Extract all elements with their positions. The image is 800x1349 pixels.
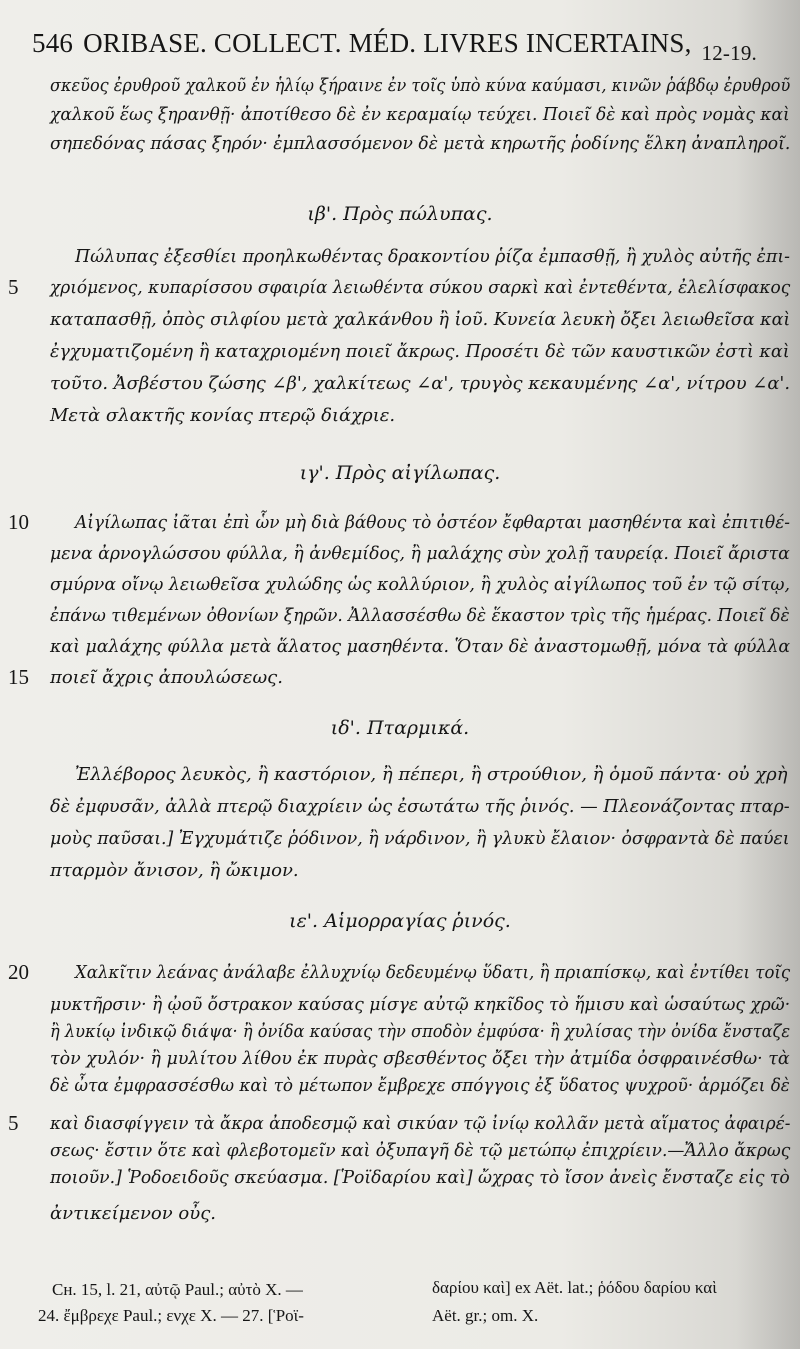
text-line: μοὺς παῦσαι.] Ἐγχυμάτιζε ῥόδινον, ἢ νάρδινον, ἢ γλυκὺ ἔλαιον· ὀσφραντὰ δὲ παύει xyxy=(50,828,790,849)
text-line: τοῦτο. Ἀσβέστου ζώσης ∠β', χαλκίτεως ∠α', τρυγὸς κεκαυμένης ∠α', νίτρου ∠α'. xyxy=(50,373,791,394)
text-line: σκεῦος ἐρυθροῦ χαλκοῦ ἐν ἡλίῳ ξήραινε ἐν τοῖς ὑπὸ κύνα καύμασι, κινῶν ῥάβδῳ ἐρυθροῦ xyxy=(50,75,791,96)
text-line: Χαλκῖτιν λεάνας ἀνάλαβε ἐλλυχνίῳ δεδευμένῳ ὕδατι, ἢ πριαπίσκῳ, καὶ ἐντίθει τοῖς xyxy=(75,962,791,983)
text-line: πταρμὸν ἄνισον, ἢ ὤκιμον. xyxy=(50,860,299,881)
text-line: Πώλυπας ἐξεσθίει προηλκωθέντας δρακοντίου ῥίζα ἐμπασθῇ, ἢ χυλὸς αὐτῆς ἐπι- xyxy=(75,246,790,267)
line-number: 20 xyxy=(8,960,29,984)
text-line: σεως· ἔστιν ὅτε καὶ φλεβοτομεῖν καὶ ὀξυπαγῆ δὲ τῷ μετώπῳ ἐπιχρίειν.—Ἄλλο ἄκρως xyxy=(50,1140,791,1161)
text-line: χριόμενος, κυπαρίσσου σφαιρία λειωθέντα σύκου σαρκὶ καὶ ἐντεθέντα, ἐλελίσφακος xyxy=(50,277,791,298)
text-line: ποιεῖ ἄχρις ἀπουλώσεως. xyxy=(50,667,283,688)
text-line: δὲ ὦτα ἐμφρασσέσθω καὶ τὸ μέτωπον ἔμβρεχε σπόγγοις ἐξ ὕδατος ψυχροῦ· ἁρμόζει δὲ xyxy=(50,1075,790,1096)
text-line: τὸν χυλόν· ἢ μυλίτου λίθου ἐκ πυρὰς σβεσθέντος ὄξει τὴν ἀτμίδα ὀσφραινέσθω· τὰ xyxy=(50,1048,790,1069)
text-line: Μετὰ σλακτῆς κονίας πτερῷ διάχριε. xyxy=(50,405,396,426)
text-line: ἀντικείμενον οὖς. xyxy=(50,1203,217,1224)
text-line: Ἐλλέβορος λευκὸς, ἢ καστόριον, ἢ πέπερι, ἢ στρούθιον, ἢ ὁμοῦ πάντα· οὐ χρὴ xyxy=(75,764,788,785)
line-number: 10 xyxy=(8,510,29,534)
footnote-line: Aët. gr.; om. X. xyxy=(432,1306,539,1325)
text-line: μενα ἀρνογλώσσου φύλλα, ἢ ἀνθεμίδος, ἢ μαλάχης σὺν χολῇ ταυρείᾳ. Ποιεῖ ἄριστα xyxy=(50,543,790,564)
line-number: 5 xyxy=(8,1111,19,1135)
text-line: σηπεδόνας πάσας ξηρόν· ἐμπλασσόμενον δὲ μετὰ κηρωτῆς ῥοδίνης ἕλκη ἀναπληροῖ. xyxy=(50,133,791,154)
chapter-range: 12-19. xyxy=(701,41,757,65)
text-line: δὲ ἐμφυσᾶν, ἀλλὰ πτερῷ διαχρίειν ὡς ἐσωτάτω τῆς ῥινός. — Πλεονάζοντας πταρ- xyxy=(50,796,790,817)
page-number: 546 xyxy=(32,28,74,58)
text-line: χαλκοῦ ἕως ξηρανθῇ· ἀποτίθεσο δὲ ἐν κεραμαίῳ τεύχει. Ποιεῖ δὲ καὶ πρὸς νομὰς καὶ xyxy=(50,104,790,125)
running-title: ORIBASE. COLLECT. MÉD. LIVRES INCERTAINS, xyxy=(83,28,692,58)
section-heading: ιγ'. Πρὸς αἰγίλωπας. xyxy=(299,462,501,484)
line-number: 5 xyxy=(8,275,19,299)
text-line: Αἰγίλωπας ἰᾶται ἐπὶ ὧν μὴ διὰ βάθους τὸ ὀστέον ἔφθαρται μασηθέντα καὶ ἐπιτιθέ- xyxy=(75,512,791,533)
running-header xyxy=(32,28,782,65)
text-line: ποιοῦν.] Ῥοδοειδοῦς σκεύασμα. [Ῥοϊδαρίου καὶ] ὤχρας τὸ ἴσον ἀνεὶς ἔνσταζε εἰς τὸ xyxy=(50,1167,790,1188)
text-line: ἐπάνω τιθεμένων ὀθονίων ξηρῶν. Ἀλλασσέσθω δὲ ἕκαστον τρὶς τῆς ἡμέρας. Ποιεῖ δὲ xyxy=(50,605,790,626)
section-heading: ιβ'. Πρὸς πώλυπας. xyxy=(307,203,493,225)
text-line: καὶ διασφίγγειν τὰ ἄκρα ἀποδεσμῷ καὶ σικύαν τῷ ἰνίῳ κολλᾶν μετὰ αἵματος ἀφαιρέ- xyxy=(50,1113,791,1134)
text-line: μυκτῆρσιν· ἢ ᾠοῦ ὄστρακον καύσας μίσγε αὐτῷ κηκῖδος τὸ ἥμισυ καὶ ὡσαύτως χρῶ· xyxy=(50,994,791,1015)
text-line: σμύρνα οἴνῳ λειωθεῖσα χυλώδης ὡς κολλύριον, ἢ χυλὸς αἰγίλωπος τοῦ ἐν τῷ σίτῳ, xyxy=(50,574,791,595)
text-line: ἢ λυκίῳ ἰνδικῷ διάψα· ἢ ὀνίδα καύσας τὴν σποδὸν ἐμφύσα· ἢ χυλίσας τὴν ὀνίδα ἔνσταζε xyxy=(50,1021,791,1042)
footnote-line: δαρίου καὶ] ex Aët. lat.; ῥόδου δαρίου καὶ xyxy=(432,1278,717,1297)
line-number: 15 xyxy=(8,665,29,689)
footnote-line: Cʜ. 15, l. 21, αὐτῷ Paul.; αὐτὸ X. — xyxy=(52,1280,303,1299)
text-line: καταπασθῇ, ὀπὸς σιλφίου μετὰ χαλκάνθου ἢ ἰοῦ. Κυνεία λευκὴ ὄξει λειωθεῖσα καὶ xyxy=(50,309,791,330)
text-line: ἐγχυματιζομένη ἢ καταχριομένη ποιεῖ ἄκρως. Προσέτι δὲ τῶν καυστικῶν ἐστὶ καὶ xyxy=(50,341,790,362)
section-heading: ιε'. Αἱμορραγίας ῥινός. xyxy=(289,910,511,932)
section-heading: ιδ'. Πταρμικά. xyxy=(330,717,470,739)
footnote-line: 24. ἔμβρεχε Paul.; ενχε X. — 27. [Ῥοϊ- xyxy=(38,1306,304,1325)
text-line: καὶ μαλάχης φύλλα μετὰ ἅλατος μασηθέντα. Ὅταν δὲ ἀναστομωθῇ, μόνα τὰ φύλλα xyxy=(50,636,791,657)
